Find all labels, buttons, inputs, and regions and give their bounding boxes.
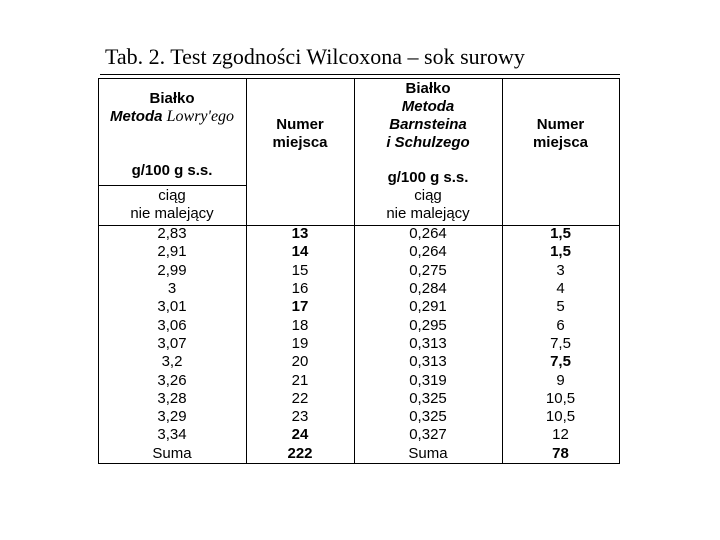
col3-header-sub1: ciąg xyxy=(414,187,442,204)
col3-header-method: Metoda xyxy=(401,98,455,115)
cell-rank-barnstein: 10,5 xyxy=(545,408,576,425)
cell-lowry: 3,26 xyxy=(157,372,187,389)
cell-rank-lowry: 20 xyxy=(291,353,309,370)
cell-rank-barnstein: 7,5 xyxy=(550,335,571,352)
col3-header-protein: Białko xyxy=(405,80,451,97)
sum-label-barnstein: Suma xyxy=(408,445,448,462)
cell-barnstein: 0,264 xyxy=(409,225,447,242)
col1-header-method-name: Lowry'ego xyxy=(166,108,235,125)
wilcoxon-table xyxy=(98,78,620,464)
cell-rank-barnstein: 10,5 xyxy=(545,390,576,407)
cell-barnstein: 0,325 xyxy=(409,408,447,425)
col4-header-place: miejsca xyxy=(532,134,589,151)
table-caption: Tab. 2. Test zgodności Wilcoxona – sok surowy xyxy=(105,44,525,69)
cell-barnstein: 0,291 xyxy=(409,298,447,315)
cell-rank-barnstein: 5 xyxy=(556,298,565,315)
cell-lowry: 3,2 xyxy=(161,353,183,370)
cell-barnstein: 0,325 xyxy=(409,390,447,407)
col3-header-sub2: nie malejący xyxy=(386,205,470,222)
col4-header-number: Numer xyxy=(536,116,585,133)
cell-barnstein: 0,284 xyxy=(409,280,447,297)
cell-barnstein: 0,313 xyxy=(409,335,447,352)
cell-barnstein: 0,275 xyxy=(409,262,447,279)
cell-rank-lowry: 16 xyxy=(291,280,309,297)
sum-rank-barnstein: 78 xyxy=(552,445,569,462)
col1-header-protein: Białko xyxy=(149,90,195,107)
cell-lowry: 2,83 xyxy=(157,225,187,242)
cell-lowry: 2,99 xyxy=(157,262,187,279)
col2-header-number: Numer xyxy=(276,116,324,133)
col1-header-sub2: nie malejący xyxy=(130,205,214,222)
col1-header-method-word: Metoda xyxy=(109,108,163,125)
cell-rank-lowry: 21 xyxy=(291,372,309,389)
cell-rank-lowry: 14 xyxy=(291,243,309,260)
cell-rank-barnstein: 6 xyxy=(556,317,565,334)
header-divider-col1 xyxy=(98,185,247,186)
cell-rank-barnstein: 1,5 xyxy=(550,243,571,260)
sum-rank-lowry: 222 xyxy=(287,445,313,462)
cell-rank-lowry: 13 xyxy=(291,225,309,242)
cell-lowry: 3,34 xyxy=(157,426,187,443)
cell-barnstein: 0,327 xyxy=(409,426,447,443)
cell-barnstein: 0,264 xyxy=(409,243,447,260)
cell-rank-barnstein: 9 xyxy=(556,372,565,389)
col2-header-place: miejsca xyxy=(272,134,328,151)
col3-header-method-name1: Barnsteina xyxy=(389,116,467,133)
col3-header-unit: g/100 g s.s. xyxy=(387,169,469,186)
cell-lowry: 3,07 xyxy=(157,335,187,352)
cell-barnstein: 0,319 xyxy=(409,372,447,389)
cell-rank-barnstein: 1,5 xyxy=(550,225,571,242)
sum-label-lowry: Suma xyxy=(152,445,192,462)
col1-header-unit: g/100 g s.s. xyxy=(131,162,213,179)
caption-underline xyxy=(100,74,620,75)
cell-rank-barnstein: 12 xyxy=(552,426,569,443)
cell-rank-barnstein: 7,5 xyxy=(550,353,571,370)
cell-lowry: 3 xyxy=(167,280,177,297)
col1-header-method xyxy=(98,108,246,126)
border-bottom xyxy=(98,463,620,464)
cell-rank-lowry: 24 xyxy=(291,426,309,443)
cell-rank-barnstein: 3 xyxy=(556,262,565,279)
col1-header-sub1: ciąg xyxy=(158,187,186,204)
cell-rank-lowry: 17 xyxy=(291,298,309,315)
cell-lowry: 3,28 xyxy=(157,390,187,407)
cell-rank-lowry: 19 xyxy=(291,335,309,352)
cell-lowry: 2,91 xyxy=(157,243,187,260)
cell-lowry: 3,01 xyxy=(157,298,187,315)
cell-rank-lowry: 15 xyxy=(291,262,309,279)
cell-barnstein: 0,295 xyxy=(409,317,447,334)
cell-rank-lowry: 18 xyxy=(291,317,309,334)
cell-rank-lowry: 22 xyxy=(291,390,309,407)
border-top xyxy=(98,78,620,79)
col3-header-method-name2: i Schulzego xyxy=(386,134,470,151)
cell-rank-barnstein: 4 xyxy=(556,280,565,297)
cell-lowry: 3,29 xyxy=(157,408,187,425)
cell-barnstein: 0,313 xyxy=(409,353,447,370)
cell-lowry: 3,06 xyxy=(157,317,187,334)
cell-rank-lowry: 23 xyxy=(291,408,309,425)
border-right xyxy=(619,78,620,464)
